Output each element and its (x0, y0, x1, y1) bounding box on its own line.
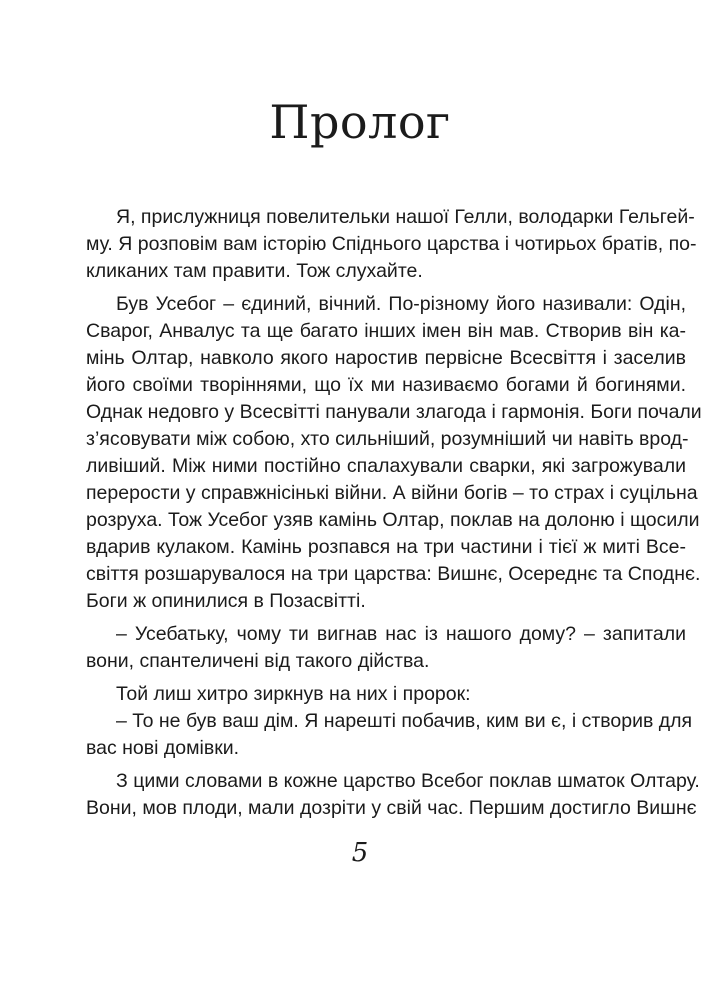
text-line: Однак недовго у Всесвітті панували злагода і гармонія. Боги почали (86, 401, 702, 423)
paragraph (86, 291, 702, 615)
page-number: 5 (351, 838, 369, 868)
chapter-title: Пролог (269, 95, 451, 149)
paragraph (86, 768, 700, 822)
paragraph (86, 621, 686, 675)
text-line: розруха. Тож Усебог узяв камінь Олтар, поклав на долоню і щосили (86, 509, 700, 531)
text-line: вдарив кулаком. Камінь розпався на три частини і тієї ж миті Все- (86, 536, 686, 558)
text-line: З цими словами в кожне царство Всебог поклав шматок Олтару. (116, 770, 700, 792)
text-line: його своїми творіннями, що їх ми називаємо богами й богинями. (86, 374, 686, 396)
text-line: Я, прислужниця повелительки нашої Гелли, володарки Гельгей- (116, 206, 695, 228)
text-line: свіття розшарувалося на три царства: Вишнє, Осереднє та Споднє. (86, 563, 701, 585)
text-line: – Усебатьку, чому ти вигнав нас із нашого дому? – запитали (116, 623, 686, 645)
text-line: перерости у справжнісінькі війни. А війни богів – то страх і суцільна (86, 482, 698, 504)
text-line: Був Усебог – єдиний, вічний. По-різному його називали: Одін, (116, 293, 686, 315)
paragraph (86, 204, 697, 285)
text-line: – То не був ваш дім. Я нарешті побачив, ким ви є, і створив для (116, 710, 693, 732)
text-line: Сварог, Анвалус та ще багато інших імен він мав. Створив він ка- (86, 320, 686, 342)
text-line: з’ясовувати між собою, хто сильніший, розумніший чи навіть врод- (86, 428, 689, 450)
paragraph (86, 708, 693, 762)
text-line: Вони, мов плоди, мали дозріти у свій час. Першим достигло Вишнє (86, 797, 697, 819)
text-line: Боги ж опинилися в Позасвітті. (86, 590, 366, 612)
text-line: вас нові домівки. (86, 737, 240, 759)
text-line: Той лиш хитро зиркнув на них і пророк: (116, 683, 471, 705)
text-line: му. Я розповім вам історію Спіднього царства і чотирьох братів, по- (86, 233, 697, 255)
text-line: ливіший. Між ними постійно спалахували сварки, які загрожували (86, 455, 686, 477)
text-line: кликаних там правити. Тож слухайте. (86, 260, 423, 282)
body-text (86, 204, 702, 822)
text-line: мінь Олтар, навколо якого наростив первісне Всесвіття і заселив (86, 347, 686, 369)
text-line: вони, спантеличені від такого дійства. (86, 650, 430, 672)
paragraph (86, 681, 686, 708)
